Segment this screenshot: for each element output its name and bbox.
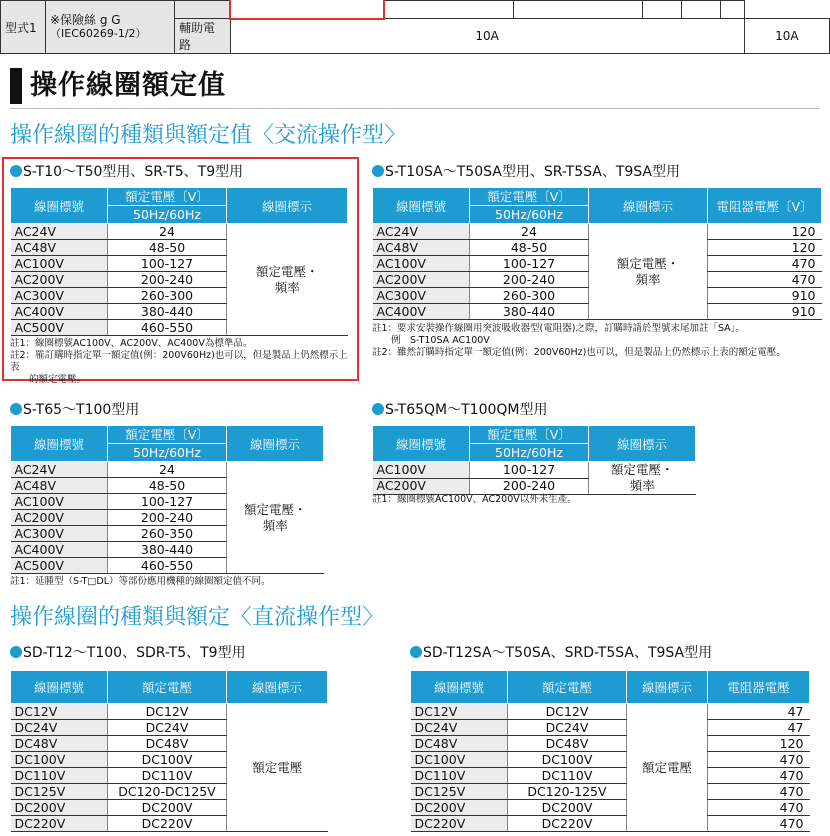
header-rated-voltage: 額定電壓 — [508, 671, 627, 704]
coil-mark-cell: DC24V — [411, 720, 508, 736]
coil-mark-cell: DC200V — [411, 800, 508, 816]
resistor-voltage-cell: 470 — [708, 784, 810, 800]
header-rated-voltage: 額定電壓〔V〕 50Hz/60Hz — [108, 188, 227, 224]
coil-display-cell — [227, 224, 348, 336]
table-row — [411, 704, 810, 720]
bullet-icon — [10, 403, 22, 415]
table6-title-text: SD-T12SA～T50SA、SRD-T5SA、T9SA型用 — [423, 645, 713, 661]
resistor-voltage-cell: 470 — [708, 768, 810, 784]
coil-mark-cell: DC48V — [11, 736, 108, 752]
coil-mark-cell: AC200V — [11, 510, 108, 526]
coil-mark-cell: AC200V — [11, 272, 108, 288]
header-coil-display: 線圈標示 — [227, 188, 348, 224]
rated-voltage-cell: 200-240 — [470, 272, 589, 288]
rated-voltage-cell: DC100V — [108, 752, 227, 768]
rated-voltage-cell: DC24V — [108, 720, 227, 736]
table-row — [11, 224, 348, 240]
note-line: 的額定電壓。 — [10, 374, 87, 385]
header-resistor-voltage: 電阻器電壓〔V〕 — [708, 188, 822, 224]
table-row — [411, 736, 810, 752]
dc-section-title: 操作線圈的種類與額定〈直流操作型〉 — [10, 605, 385, 630]
table1-title — [10, 163, 243, 181]
ac-section-title: 操作線圈的種類與額定值〈交流操作型〉 — [10, 123, 407, 148]
coil-mark-cell: AC400V — [11, 542, 108, 558]
resistor-voltage-cell: 470 — [708, 272, 822, 288]
coil-mark-cell: AC100V — [11, 256, 108, 272]
table4-title-text: S-T65QM～T100QM型用 — [385, 402, 548, 418]
coil-mark-cell: AC300V — [11, 526, 108, 542]
coil-display-cell: 額定電壓 — [227, 704, 328, 832]
coil-mark-cell: DC200V — [11, 800, 108, 816]
coil-display-cell — [589, 462, 696, 495]
resistor-voltage-cell: 470 — [708, 256, 822, 272]
table3 — [10, 425, 324, 574]
header-coil-display: 線圈標示 — [227, 671, 328, 704]
note-line: 註2：罹訂購時指定單一額定值(例：200V60Hz)也可以，但是製品上仍然標示上表 — [10, 350, 348, 373]
table-row — [411, 752, 810, 768]
rated-voltage-cell: 24 — [108, 224, 227, 240]
title-rule — [10, 108, 820, 109]
type-label: 型式1 — [1, 1, 46, 54]
rated-voltage-cell: DC220V — [108, 816, 227, 832]
header-coil-mark: 線圈標號 — [373, 426, 470, 462]
coil-mark-cell: DC24V — [11, 720, 108, 736]
note-line: 註2：雖然訂購時指定單一額定值(例：200V60Hz)也可以，但是製品上仍然標示上表的額定電壓。 — [372, 347, 786, 358]
coil-mark-cell: AC200V — [373, 478, 470, 495]
coil-mark-cell: AC300V — [373, 288, 470, 304]
header-coil-display: 線圈標示 — [227, 426, 324, 462]
coil-mark-cell: AC100V — [373, 256, 470, 272]
bullet-icon — [372, 165, 384, 177]
note-line: 註1：延腫型（S-T□DL）等部份應用機種的線圈額定值不同。 — [10, 576, 271, 587]
header-coil-mark: 線圈標號 — [11, 426, 108, 462]
rated-voltage-cell: 460-550 — [108, 320, 227, 336]
rated-voltage-cell: 48-50 — [108, 478, 227, 494]
coil-mark-cell: AC500V — [11, 558, 108, 574]
header-coil-mark: 線圈標號 — [373, 188, 470, 224]
note-line: 例 S-T10SA AC100V — [372, 335, 490, 346]
coil-mark-cell: AC24V — [11, 224, 108, 240]
rated-voltage-cell: 100-127 — [470, 256, 589, 272]
rated-voltage-cell: 260-300 — [470, 288, 589, 304]
coil-display-line2: 頻率 — [629, 478, 655, 493]
coil-mark-cell: DC100V — [11, 752, 108, 768]
coil-display-line2: 頻率 — [274, 279, 300, 295]
coil-display-line1: 額定電壓・ — [610, 462, 674, 477]
table-row — [411, 800, 810, 816]
rated-voltage-cell: DC48V — [508, 736, 627, 752]
table3-title-text: S-T65～T100型用 — [23, 402, 140, 418]
note-line: 註1：要求安裝操作線圈用突波吸收器型(電阻器)之際，訂購時請於型號末尾加註「SA」。 — [372, 323, 745, 334]
coil-mark-cell: AC24V — [11, 462, 108, 478]
coil-mark-cell: AC200V — [373, 272, 470, 288]
bullet-icon — [410, 646, 422, 658]
coil-display-cell: 額定電壓 — [627, 704, 708, 832]
rated-voltage-cell: 200-240 — [108, 510, 227, 526]
resistor-voltage-cell: 120 — [708, 224, 822, 240]
header-rated-voltage: 額定電壓〔V〕 50Hz/60Hz — [470, 188, 589, 224]
coil-mark-cell: AC100V — [373, 462, 470, 479]
coil-display-line2: 頻率 — [262, 517, 288, 533]
header-coil-mark: 線圈標號 — [11, 671, 108, 704]
rated-voltage-cell: 200-240 — [470, 478, 589, 495]
rated-voltage-cell: 100-127 — [470, 462, 589, 479]
fuse-std: （IEC60269-1/2） — [50, 27, 147, 40]
table6 — [410, 670, 810, 832]
table-row — [373, 462, 696, 479]
coil-mark-cell: AC24V — [373, 224, 470, 240]
bullet-icon — [10, 165, 22, 177]
bullet-icon — [372, 403, 384, 415]
rated-voltage-cell: 48-50 — [470, 240, 589, 256]
table-row — [411, 784, 810, 800]
table1-notes — [10, 338, 350, 386]
rated-voltage-cell: DC110V — [508, 768, 627, 784]
rated-voltage-cell: 380-440 — [108, 304, 227, 320]
rated-voltage-cell: DC48V — [108, 736, 227, 752]
aux-label: 輔助電路 — [175, 19, 231, 54]
header-coil-display: 線圈標示 — [627, 671, 708, 704]
resistor-voltage-cell: 470 — [708, 816, 810, 832]
rated-voltage-cell: 260-300 — [108, 288, 227, 304]
coil-mark-cell: DC110V — [11, 768, 108, 784]
coil-mark-cell: DC100V — [411, 752, 508, 768]
table5-title — [10, 644, 246, 662]
table4-notes — [372, 494, 812, 506]
coil-mark-cell: DC220V — [411, 816, 508, 832]
rated-voltage-cell: 48-50 — [108, 240, 227, 256]
coil-mark-cell: AC300V — [11, 288, 108, 304]
coil-mark-cell: AC48V — [11, 478, 108, 494]
table-row — [411, 816, 810, 832]
table4 — [372, 425, 696, 495]
note-line: 註1：線圈標號AC100V、AC200V以外未生產。 — [372, 494, 577, 505]
coil-display-line1: 額定電壓・ — [243, 501, 307, 517]
rated-voltage-cell: DC110V — [108, 768, 227, 784]
resistor-voltage-cell: 47 — [708, 720, 810, 736]
header-rated-voltage: 額定電壓〔V〕 50Hz/60Hz — [108, 426, 227, 462]
resistor-voltage-cell: 910 — [708, 304, 822, 320]
table-row — [11, 462, 324, 478]
table2 — [372, 187, 822, 320]
fuse-label: ※保險絲 g G — [50, 13, 121, 27]
resistor-voltage-cell: 470 — [708, 752, 810, 768]
rated-voltage-cell: 24 — [108, 462, 227, 478]
coil-mark-cell: DC12V — [11, 704, 108, 720]
table4-title — [372, 401, 548, 419]
rated-voltage-cell: 380-440 — [470, 304, 589, 320]
rated-voltage-cell: DC200V — [108, 800, 227, 816]
coil-mark-cell: DC110V — [411, 768, 508, 784]
table-row — [411, 768, 810, 784]
coil-display-line1: 額定電壓・ — [255, 263, 319, 279]
coil-mark-cell: AC48V — [373, 240, 470, 256]
header-coil-mark: 線圈標號 — [11, 188, 108, 224]
coil-display-line2: 頻率 — [635, 271, 661, 287]
highlight-cell — [230, 1, 384, 19]
header-rated-voltage: 額定電壓 — [108, 671, 227, 704]
coil-mark-cell: DC125V — [11, 784, 108, 800]
resistor-voltage-cell: 470 — [708, 800, 810, 816]
coil-display-line1: 額定電壓・ — [616, 255, 680, 271]
rated-voltage-cell: DC12V — [108, 704, 227, 720]
rated-voltage-cell: DC100V — [508, 752, 627, 768]
table-row — [11, 704, 328, 720]
coil-mark-cell: DC125V — [411, 784, 508, 800]
table5 — [10, 670, 328, 832]
bullet-icon — [10, 646, 22, 658]
previous-table-strip — [0, 0, 830, 54]
coil-mark-cell: AC400V — [11, 304, 108, 320]
rated-voltage-cell: 24 — [470, 224, 589, 240]
rated-voltage-cell: DC24V — [508, 720, 627, 736]
table2-title-text: S-T10SA～T50SA型用、SR-T5SA、T9SA型用 — [385, 164, 681, 180]
rated-voltage-cell: 380-440 — [108, 542, 227, 558]
rated-voltage-cell: 100-127 — [108, 494, 227, 510]
resistor-voltage-cell: 47 — [708, 704, 810, 720]
rated-voltage-cell: 460-550 — [108, 558, 227, 574]
header-resistor-voltage: 電阻器電壓 — [708, 671, 810, 704]
table2-notes — [372, 323, 827, 359]
main-title: 操作線圈額定值 — [30, 70, 226, 101]
rated-voltage-cell: 260-350 — [108, 526, 227, 542]
coil-mark-cell: DC220V — [11, 816, 108, 832]
table1-title-text: S-T10～T50型用、SR-T5、T9型用 — [23, 164, 244, 180]
table-row — [373, 224, 822, 240]
resistor-voltage-cell: 910 — [708, 288, 822, 304]
rated-voltage-cell: 200-240 — [108, 272, 227, 288]
rated-voltage-cell: DC220V — [508, 816, 627, 832]
resistor-voltage-cell: 120 — [708, 240, 822, 256]
coil-mark-cell: AC48V — [11, 240, 108, 256]
header-coil-display: 線圈標示 — [589, 188, 708, 224]
fuse-cell — [46, 1, 175, 54]
table3-title — [10, 401, 139, 419]
table6-title — [410, 644, 712, 662]
coil-mark-cell: AC400V — [373, 304, 470, 320]
header-rated-voltage: 額定電壓〔V〕 50Hz/60Hz — [470, 426, 589, 462]
table3-notes — [10, 576, 350, 588]
coil-mark-cell: AC500V — [11, 320, 108, 336]
rated-voltage-cell: 100-127 — [108, 256, 227, 272]
header-coil-display: 線圈標示 — [589, 426, 696, 462]
aux-value-2: 10A — [744, 19, 829, 54]
note-line: 註1：線圈標號AC100V、AC200V、AC400V為標準品。 — [10, 338, 253, 349]
rated-voltage-cell: DC120-125V — [508, 784, 627, 800]
coil-mark-cell: AC100V — [11, 494, 108, 510]
rated-voltage-cell: DC120-DC125V — [108, 784, 227, 800]
coil-display-cell — [227, 462, 324, 574]
aux-value: 10A — [230, 19, 744, 54]
title-bar-decoration — [10, 68, 22, 104]
coil-mark-cell: DC12V — [411, 704, 508, 720]
rated-voltage-cell: DC200V — [508, 800, 627, 816]
coil-mark-cell: DC48V — [411, 736, 508, 752]
rated-voltage-cell: DC12V — [508, 704, 627, 720]
resistor-voltage-cell: 120 — [708, 736, 810, 752]
table5-title-text: SD-T12～T100、SDR-T5、T9型用 — [23, 645, 246, 661]
table2-title — [372, 163, 680, 181]
table1 — [10, 187, 348, 336]
table-row — [411, 720, 810, 736]
coil-display-cell — [589, 224, 708, 320]
header-coil-mark: 線圈標號 — [411, 671, 508, 704]
